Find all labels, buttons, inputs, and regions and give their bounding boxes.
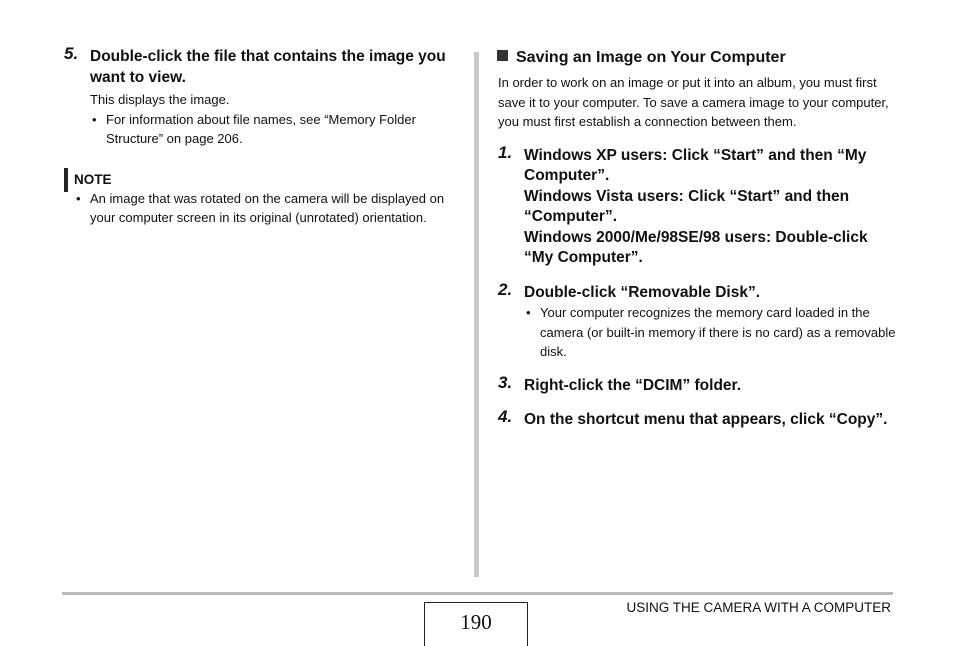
- left-column: [64, 44, 464, 228]
- bullet-item: • Your computer recognizes the memory card loaded in the camera (or built-in memory if there is no card) as a removable disk.: [524, 303, 898, 362]
- section-heading: [497, 47, 898, 69]
- step-number: 4.: [498, 407, 513, 426]
- step-body: This displays the image.: [90, 92, 230, 107]
- step-4: [498, 407, 898, 431]
- right-column: [498, 47, 898, 445]
- step-title: Right-click the “DCIM” folder.: [524, 376, 742, 394]
- step-title-line: Windows XP users: Click “Start” and then “My Computer”.: [524, 146, 867, 184]
- column-divider: [474, 52, 479, 577]
- footer-rule: [62, 592, 893, 595]
- step-title: Double-click the file that contains the image you want to view.: [90, 48, 446, 86]
- step-title-line: Windows Vista users: Click “Start” and then “Computer”.: [524, 187, 850, 225]
- square-bullet-icon: [497, 50, 508, 61]
- step-number: 1.: [498, 142, 513, 162]
- step-number: 3.: [498, 372, 513, 392]
- note-marker-bar: [64, 168, 68, 192]
- section-title: Saving an Image on Your Computer: [516, 49, 786, 66]
- page-number: 190: [460, 610, 492, 634]
- step-3: [498, 372, 898, 397]
- step-title: Double-click “Removable Disk”.: [524, 283, 761, 301]
- step-title: On the shortcut menu that appears, click “Copy”.: [524, 411, 888, 428]
- step-number: 2.: [498, 279, 513, 299]
- step-number: 5.: [64, 44, 79, 63]
- step-1: [498, 142, 898, 269]
- step-5: [64, 44, 464, 149]
- step-title-line: Windows 2000/Me/98SE/98 users: Double-click “My Computer”.: [524, 228, 868, 266]
- note-label: NOTE: [74, 171, 112, 187]
- note-box: [64, 171, 464, 228]
- bullet-item: • For information about file names, see “Memory Folder Structure” on page 206.: [90, 110, 464, 149]
- note-bullet: • An image that was rotated on the camera will be displayed on your computer screen in its original (unrotated) orientation.: [74, 189, 464, 228]
- page-number-box: [424, 602, 528, 646]
- intro-paragraph: In order to work on an image or put it into an album, you must first save it to your computer. To save a camera image to your computer, you must first establish a connection between them.: [498, 75, 889, 129]
- footer-section-title: USING THE CAMERA WITH A COMPUTER: [626, 600, 891, 615]
- step-2: [498, 279, 898, 362]
